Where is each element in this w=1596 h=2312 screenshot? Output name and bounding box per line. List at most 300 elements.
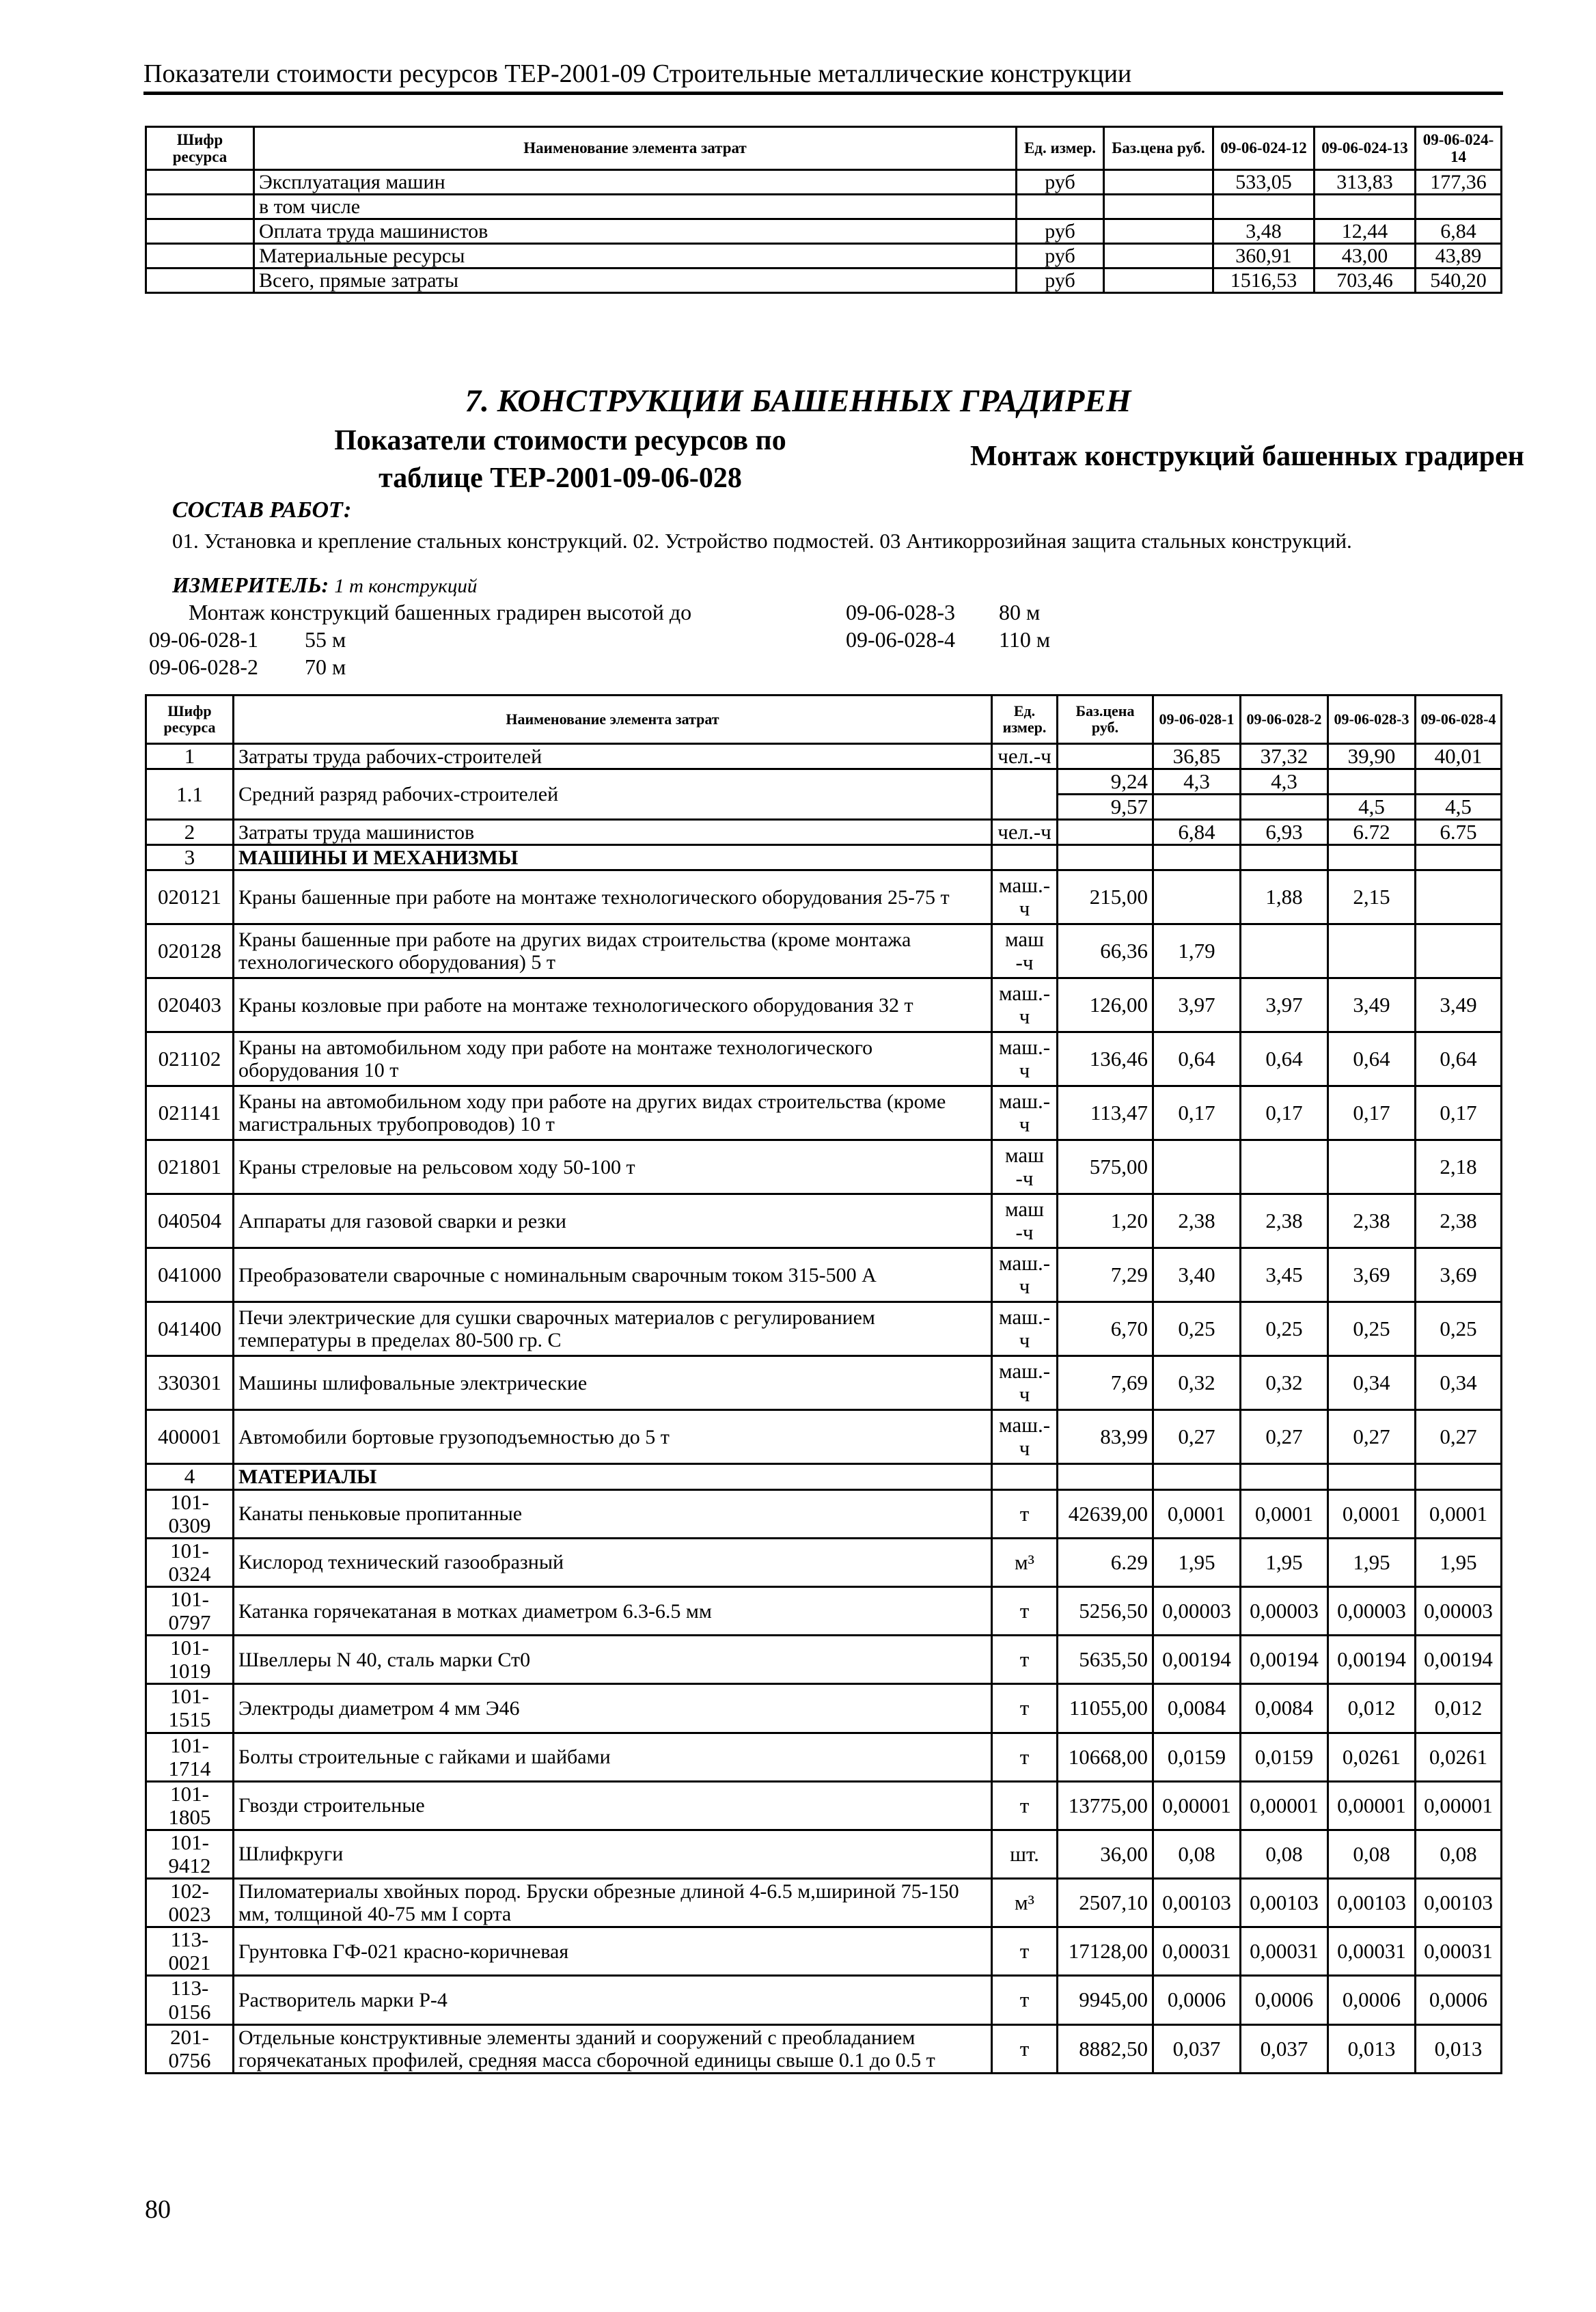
cell-unit: руб xyxy=(1017,170,1104,195)
cell-value: 0,00103 xyxy=(1416,1879,1502,1927)
cell-value: 0,25 xyxy=(1153,1302,1241,1356)
cell-code: 101-0309 xyxy=(146,1489,234,1538)
cell-value: 0,00001 xyxy=(1241,1781,1328,1830)
cell-price: 9,24 xyxy=(1058,769,1153,795)
cell-value xyxy=(1328,769,1416,795)
cell-value: 2,15 xyxy=(1328,870,1416,924)
cell-code: 102-0023 xyxy=(146,1879,234,1927)
cell-value: 360,91 xyxy=(1213,244,1315,269)
sostav-label: СОСТАВ РАБОТ: xyxy=(172,497,352,523)
cell-value: 1516,53 xyxy=(1213,269,1315,293)
cell-unit: маш.-ч xyxy=(992,1356,1058,1410)
cell-name: МАТЕРИАЛЫ xyxy=(234,1464,992,1489)
cell-unit: т xyxy=(992,1927,1058,1976)
cell-value xyxy=(1213,195,1315,219)
cell-code: 3 xyxy=(146,845,234,870)
variant-value-3: 80 м xyxy=(999,600,1041,624)
cell-name: Кислород технический газообразный xyxy=(234,1538,992,1586)
cell-unit: м³ xyxy=(992,1879,1058,1927)
cell-value xyxy=(1153,870,1241,924)
table-row xyxy=(146,1464,1502,1489)
table-row xyxy=(146,219,1502,244)
cell-value: 0,17 xyxy=(1153,1086,1241,1140)
cell-value: 0,00103 xyxy=(1153,1879,1241,1927)
cell-code: 101-0797 xyxy=(146,1586,234,1635)
cell-name: Автомобили бортовые грузоподъемностью до 5 т xyxy=(234,1410,992,1464)
cell-code: 101-1019 xyxy=(146,1636,234,1684)
cell-code: 4 xyxy=(146,1464,234,1489)
cell-price xyxy=(1104,244,1213,269)
cell-price: 2507,10 xyxy=(1058,1879,1153,1927)
cell-value: 1,95 xyxy=(1153,1538,1241,1586)
cell-value xyxy=(1416,845,1502,870)
cell-value: 12,44 xyxy=(1315,219,1416,244)
cell-value xyxy=(1153,845,1241,870)
cell-unit xyxy=(992,1464,1058,1489)
cell-value: 0,0006 xyxy=(1328,1976,1416,2024)
table-row xyxy=(146,1684,1502,1733)
cell-value: 1,79 xyxy=(1153,924,1241,978)
cell-price xyxy=(1104,269,1213,293)
table-row xyxy=(146,1086,1502,1140)
cell-value: 0,00194 xyxy=(1153,1636,1241,1684)
table-row xyxy=(146,1194,1502,1248)
cell-unit: маш.-ч xyxy=(992,1302,1058,1356)
cell-value: 0,00103 xyxy=(1328,1879,1416,1927)
cell-name: Всего, прямые затраты xyxy=(254,269,1017,293)
cell-unit: т xyxy=(992,1781,1058,1830)
cell-value: 0,0006 xyxy=(1241,1976,1328,2024)
cell-value: 2,18 xyxy=(1416,1140,1502,1194)
col-header-v3: 09-06-024-14 xyxy=(1416,127,1502,170)
table-row xyxy=(146,269,1502,293)
cell-value: 3,69 xyxy=(1416,1248,1502,1302)
cell-price: 6,70 xyxy=(1058,1302,1153,1356)
cell-unit xyxy=(1017,195,1104,219)
cell-value xyxy=(1153,1140,1241,1194)
cell-price: 10668,00 xyxy=(1058,1733,1153,1781)
subtitle-right: Монтаж конструкций башенных градирен xyxy=(970,441,1524,472)
cell-value: 0,34 xyxy=(1328,1356,1416,1410)
cell-unit: маш.-ч xyxy=(992,1032,1058,1086)
cell-code: 1 xyxy=(146,744,234,769)
cell-name: Затраты труда рабочих-строителей xyxy=(234,744,992,769)
cell-value xyxy=(1416,924,1502,978)
cell-value: 0,0001 xyxy=(1328,1489,1416,1538)
table-row xyxy=(146,1302,1502,1356)
resources-table-header xyxy=(146,696,1502,744)
col-header-name: Наименование элемента затрат xyxy=(234,696,992,744)
col-header-v1: 09-06-024-12 xyxy=(1213,127,1315,170)
cell-value xyxy=(1328,1140,1416,1194)
cell-value: 6,93 xyxy=(1241,820,1328,845)
cell-name: Краны козловые при работе на монтаже технологического оборудования 32 т xyxy=(234,978,992,1032)
cell-unit xyxy=(992,845,1058,870)
cell-value: 0,27 xyxy=(1241,1410,1328,1464)
cell-name: Краны башенные при работе на монтаже технологического оборудования 25-75 т xyxy=(234,870,992,924)
cell-value: 0,27 xyxy=(1153,1410,1241,1464)
col-header-v2: 09-06-024-13 xyxy=(1315,127,1416,170)
table-row xyxy=(146,1976,1502,2024)
cell-value: 0,0159 xyxy=(1241,1733,1328,1781)
cell-value: 6,84 xyxy=(1416,219,1502,244)
cell-value: 43,89 xyxy=(1416,244,1502,269)
cell-value: 2,38 xyxy=(1416,1194,1502,1248)
cell-unit: маш -ч xyxy=(992,1194,1058,1248)
cell-code xyxy=(146,219,254,244)
cell-value xyxy=(1416,769,1502,795)
cell-value: 0,013 xyxy=(1416,2024,1502,2073)
cell-code: 101-1714 xyxy=(146,1733,234,1781)
cell-value xyxy=(1416,195,1502,219)
table-row xyxy=(146,1356,1502,1410)
cell-value xyxy=(1153,795,1241,820)
cell-value xyxy=(1241,795,1328,820)
cell-name: Растворитель марки Р-4 xyxy=(234,1976,992,2024)
cell-value: 313,83 xyxy=(1315,170,1416,195)
cell-unit: чел.-ч xyxy=(992,820,1058,845)
cell-value: 0,00003 xyxy=(1416,1586,1502,1635)
cell-value: 0,08 xyxy=(1416,1830,1502,1878)
cell-value: 0,0001 xyxy=(1241,1489,1328,1538)
table-row xyxy=(146,744,1502,769)
table-row xyxy=(146,1140,1502,1194)
cell-code: 020128 xyxy=(146,924,234,978)
cell-value: 3,40 xyxy=(1153,1248,1241,1302)
summary-table xyxy=(145,126,1502,294)
cell-value: 703,46 xyxy=(1315,269,1416,293)
cell-unit: руб xyxy=(1017,219,1104,244)
cell-code: 021141 xyxy=(146,1086,234,1140)
table-row xyxy=(146,1586,1502,1635)
cell-unit: т xyxy=(992,1489,1058,1538)
cell-price: 42639,00 xyxy=(1058,1489,1153,1538)
cell-price: 1,20 xyxy=(1058,1194,1153,1248)
cell-value: 0,00001 xyxy=(1328,1781,1416,1830)
cell-value xyxy=(1328,1464,1416,1489)
col-header-v1: 09-06-028-1 xyxy=(1153,696,1241,744)
cell-unit: т xyxy=(992,1636,1058,1684)
cell-name: Краны башенные при работе на других видах строительства (кроме монтажа технологического оборудования) 5 т xyxy=(234,924,992,978)
variant-code-1: 09-06-028-1 xyxy=(149,627,258,652)
cell-value xyxy=(1153,1464,1241,1489)
cell-value: 3,45 xyxy=(1241,1248,1328,1302)
cell-price: 126,00 xyxy=(1058,978,1153,1032)
cell-price: 66,36 xyxy=(1058,924,1153,978)
col-header-unit: Ед. измер. xyxy=(992,696,1058,744)
cell-name: Электроды диаметром 4 мм Э46 xyxy=(234,1684,992,1733)
cell-unit: маш -ч xyxy=(992,924,1058,978)
cell-unit: т xyxy=(992,1684,1058,1733)
cell-code: 101-9412 xyxy=(146,1830,234,1878)
cell-name: Пиломатериалы хвойных пород. Бруски обрезные длиной 4-6.5 м,шириной 75-150 мм, толщиной 40-75 мм I сорта xyxy=(234,1879,992,1927)
cell-value: 3,69 xyxy=(1328,1248,1416,1302)
cell-value: 0,00194 xyxy=(1416,1636,1502,1684)
cell-value: 2,38 xyxy=(1153,1194,1241,1248)
cell-value: 0,0084 xyxy=(1241,1684,1328,1733)
cell-value: 3,97 xyxy=(1153,978,1241,1032)
cell-unit: руб xyxy=(1017,269,1104,293)
cell-name: Краны стреловые на рельсовом ходу 50-100 т xyxy=(234,1140,992,1194)
cell-price: 11055,00 xyxy=(1058,1684,1153,1733)
page-header: Показатели стоимости ресурсов ТЕР-2001-09 Строительные металлические конструкции xyxy=(143,59,1132,88)
cell-value: 533,05 xyxy=(1213,170,1315,195)
table-row xyxy=(146,1636,1502,1684)
table-row xyxy=(146,1733,1502,1781)
cell-value: 2,38 xyxy=(1328,1194,1416,1248)
cell-unit: маш.-ч xyxy=(992,978,1058,1032)
cell-name: Машины шлифовальные электрические xyxy=(234,1356,992,1410)
cell-name: Печи электрические для сушки сварочных материалов с регулированием температуры в пределах 80-500 гр. С xyxy=(234,1302,992,1356)
variant-code-4: 09-06-028-4 xyxy=(846,627,955,652)
cell-value xyxy=(1241,1464,1328,1489)
cell-code: 041400 xyxy=(146,1302,234,1356)
cell-value: 0,012 xyxy=(1328,1684,1416,1733)
table-row xyxy=(146,1410,1502,1464)
cell-value: 0,08 xyxy=(1153,1830,1241,1878)
cell-value: 0,25 xyxy=(1328,1302,1416,1356)
cell-value: 0,27 xyxy=(1416,1410,1502,1464)
cell-value xyxy=(1315,195,1416,219)
cell-value: 0,013 xyxy=(1328,2024,1416,2073)
cell-value: 0,34 xyxy=(1416,1356,1502,1410)
cell-value: 0,0006 xyxy=(1416,1976,1502,2024)
cell-value: 4,3 xyxy=(1241,769,1328,795)
cell-code: 020121 xyxy=(146,870,234,924)
cell-value: 0,012 xyxy=(1416,1684,1502,1733)
cell-value: 0,037 xyxy=(1153,2024,1241,2073)
table-row xyxy=(146,870,1502,924)
izmeritel-value: 1 т конструкций xyxy=(334,575,478,597)
cell-name: Материальные ресурсы xyxy=(254,244,1017,269)
cell-value: 39,90 xyxy=(1328,744,1416,769)
cell-value: 4,5 xyxy=(1328,795,1416,820)
cell-value xyxy=(1416,870,1502,924)
col-header-v3: 09-06-028-3 xyxy=(1328,696,1416,744)
cell-name: Оплата труда машинистов xyxy=(254,219,1017,244)
cell-value: 0,25 xyxy=(1416,1302,1502,1356)
cell-value: 0,00001 xyxy=(1416,1781,1502,1830)
cell-name: Катанка горячекатаная в мотках диаметром 6.3-6.5 мм xyxy=(234,1586,992,1635)
cell-unit xyxy=(992,769,1058,820)
cell-price xyxy=(1104,170,1213,195)
cell-unit: шт. xyxy=(992,1830,1058,1878)
cell-code: 101-1515 xyxy=(146,1684,234,1733)
cell-unit: руб xyxy=(1017,244,1104,269)
cell-value: 0,64 xyxy=(1153,1032,1241,1086)
cell-code xyxy=(146,269,254,293)
cell-value: 4,5 xyxy=(1416,795,1502,820)
table-row xyxy=(146,978,1502,1032)
cell-value: 0,00103 xyxy=(1241,1879,1328,1927)
cell-name: Затраты труда машинистов xyxy=(234,820,992,845)
cell-price: 8882,50 xyxy=(1058,2024,1153,2073)
cell-value: 0,0084 xyxy=(1153,1684,1241,1733)
cell-value: 0,08 xyxy=(1241,1830,1328,1878)
col-header-code: Шифр ресурса xyxy=(146,696,234,744)
cell-price: 9,57 xyxy=(1058,795,1153,820)
cell-value: 0,00003 xyxy=(1328,1586,1416,1635)
cell-name: Отдельные конструктивные элементы зданий и сооружений с преобладанием горячекатаных профилей, средняя масса сборочной единицы свыше 0.1 до 0.5 т xyxy=(234,2024,992,2073)
cell-name: Болты строительные с гайками и шайбами xyxy=(234,1733,992,1781)
cell-price: 36,00 xyxy=(1058,1830,1153,1878)
col-header-unit: Ед. измер. xyxy=(1017,127,1104,170)
cell-name: Швеллеры N 40, сталь марки Ст0 xyxy=(234,1636,992,1684)
table-row xyxy=(146,1830,1502,1878)
cell-price xyxy=(1058,1464,1153,1489)
cell-value: 0,00001 xyxy=(1153,1781,1241,1830)
cell-value: 0,08 xyxy=(1328,1830,1416,1878)
cell-code: 201-0756 xyxy=(146,2024,234,2073)
cell-value: 43,00 xyxy=(1315,244,1416,269)
cell-value: 2,38 xyxy=(1241,1194,1328,1248)
cell-price: 5256,50 xyxy=(1058,1586,1153,1635)
subtitle-left: Показатели стоимости ресурсов по таблице ТЕР-2001-09-06-028 xyxy=(334,425,786,494)
cell-value: 6.75 xyxy=(1416,820,1502,845)
cell-code: 1.1 xyxy=(146,769,234,820)
cell-code: 040504 xyxy=(146,1194,234,1248)
table-row xyxy=(146,195,1502,219)
cell-value: 0,17 xyxy=(1416,1086,1502,1140)
cell-price: 17128,00 xyxy=(1058,1927,1153,1976)
cell-value: 0,17 xyxy=(1328,1086,1416,1140)
cell-value: 0,64 xyxy=(1241,1032,1328,1086)
cell-value xyxy=(1241,845,1328,870)
variant-code-2: 09-06-028-2 xyxy=(149,655,258,679)
cell-value: 6,84 xyxy=(1153,820,1241,845)
cell-unit: т xyxy=(992,1733,1058,1781)
izmeritel-label: ИЗМЕРИТЕЛЬ: xyxy=(172,573,329,597)
table-row xyxy=(146,2024,1502,2073)
table-row xyxy=(146,244,1502,269)
cell-name: Преобразователи сварочные с номинальным сварочным током 315-500 А xyxy=(234,1248,992,1302)
cell-value: 0,00003 xyxy=(1241,1586,1328,1635)
cell-value: 0,64 xyxy=(1328,1032,1416,1086)
cell-code: 101-0324 xyxy=(146,1538,234,1586)
cell-value: 0,00194 xyxy=(1328,1636,1416,1684)
cell-value xyxy=(1328,845,1416,870)
cell-value: 0,32 xyxy=(1241,1356,1328,1410)
cell-value: 0,17 xyxy=(1241,1086,1328,1140)
cell-unit: чел.-ч xyxy=(992,744,1058,769)
table-row xyxy=(146,924,1502,978)
cell-unit: т xyxy=(992,1976,1058,2024)
cell-value: 3,97 xyxy=(1241,978,1328,1032)
cell-unit: м³ xyxy=(992,1538,1058,1586)
cell-code: 101-1805 xyxy=(146,1781,234,1830)
cell-name: МАШИНЫ И МЕХАНИЗМЫ xyxy=(234,845,992,870)
cell-name: Аппараты для газовой сварки и резки xyxy=(234,1194,992,1248)
cell-value: 1,88 xyxy=(1241,870,1328,924)
cell-value: 0,0261 xyxy=(1328,1733,1416,1781)
cell-value: 0,32 xyxy=(1153,1356,1241,1410)
variants-intro: Монтаж конструкций башенных градирен высотой до xyxy=(189,600,692,624)
cell-value: 0,00031 xyxy=(1328,1927,1416,1976)
cell-value: 40,01 xyxy=(1416,744,1502,769)
table-row xyxy=(146,1879,1502,1927)
cell-value: 540,20 xyxy=(1416,269,1502,293)
variant-value-2: 70 м xyxy=(305,655,346,679)
cell-value: 4,3 xyxy=(1153,769,1241,795)
cell-price: 215,00 xyxy=(1058,870,1153,924)
cell-code xyxy=(146,244,254,269)
cell-code: 113-0021 xyxy=(146,1927,234,1976)
cell-code: 330301 xyxy=(146,1356,234,1410)
cell-value: 0,0159 xyxy=(1153,1733,1241,1781)
variant-code-3: 09-06-028-3 xyxy=(846,600,955,624)
cell-unit: маш.-ч xyxy=(992,870,1058,924)
col-header-price: Баз.цена руб. xyxy=(1058,696,1153,744)
header-rule xyxy=(143,92,1503,95)
cell-value: 1,95 xyxy=(1416,1538,1502,1586)
table-row xyxy=(146,845,1502,870)
table-row xyxy=(146,1489,1502,1538)
table-row xyxy=(146,820,1502,845)
cell-value: 0,27 xyxy=(1328,1410,1416,1464)
sostav-text: 01. Установка и крепление стальных конструкций. 02. Устройство подмостей. 03 Антикоррозийная защита стальных конструкций. xyxy=(172,529,1352,553)
cell-price: 7,69 xyxy=(1058,1356,1153,1410)
cell-code xyxy=(146,195,254,219)
cell-unit: т xyxy=(992,2024,1058,2073)
cell-code: 2 xyxy=(146,820,234,845)
cell-value: 3,49 xyxy=(1328,978,1416,1032)
cell-value: 0,0001 xyxy=(1153,1489,1241,1538)
cell-code: 400001 xyxy=(146,1410,234,1464)
cell-name: Гвозди строительные xyxy=(234,1781,992,1830)
cell-price: 9945,00 xyxy=(1058,1976,1153,2024)
page-number: 80 xyxy=(145,2195,171,2224)
col-header-v2: 09-06-028-2 xyxy=(1241,696,1328,744)
cell-code xyxy=(146,170,254,195)
cell-value: 0,0001 xyxy=(1416,1489,1502,1538)
cell-value xyxy=(1241,924,1328,978)
cell-code: 113-0156 xyxy=(146,1976,234,2024)
cell-unit: маш.-ч xyxy=(992,1248,1058,1302)
cell-price: 6.29 xyxy=(1058,1538,1153,1586)
cell-unit: маш -ч xyxy=(992,1140,1058,1194)
cell-name: Эксплуатация машин xyxy=(254,170,1017,195)
cell-price xyxy=(1104,219,1213,244)
cell-price: 7,29 xyxy=(1058,1248,1153,1302)
cell-value xyxy=(1241,1140,1328,1194)
cell-value: 36,85 xyxy=(1153,744,1241,769)
cell-code: 021102 xyxy=(146,1032,234,1086)
col-header-code: Шифр ресурса xyxy=(146,127,254,170)
table-row xyxy=(146,1248,1502,1302)
cell-value: 0,25 xyxy=(1241,1302,1328,1356)
cell-value: 0,0261 xyxy=(1416,1733,1502,1781)
cell-price: 113,47 xyxy=(1058,1086,1153,1140)
cell-name: Шлифкруги xyxy=(234,1830,992,1878)
col-header-name: Наименование элемента затрат xyxy=(254,127,1017,170)
cell-value: 0,00031 xyxy=(1153,1927,1241,1976)
cell-unit: маш.-ч xyxy=(992,1086,1058,1140)
cell-value: 6.72 xyxy=(1328,820,1416,845)
cell-price xyxy=(1058,820,1153,845)
cell-value: 177,36 xyxy=(1416,170,1502,195)
cell-value: 3,48 xyxy=(1213,219,1315,244)
variant-value-4: 110 м xyxy=(999,627,1051,652)
summary-table-header xyxy=(146,127,1502,170)
table-row xyxy=(146,1781,1502,1830)
cell-value: 0,00031 xyxy=(1416,1927,1502,1976)
cell-name: в том числе xyxy=(254,195,1017,219)
cell-price: 13775,00 xyxy=(1058,1781,1153,1830)
cell-value: 0,00194 xyxy=(1241,1636,1328,1684)
cell-price: 136,46 xyxy=(1058,1032,1153,1086)
cell-value: 1,95 xyxy=(1241,1538,1328,1586)
cell-code: 021801 xyxy=(146,1140,234,1194)
